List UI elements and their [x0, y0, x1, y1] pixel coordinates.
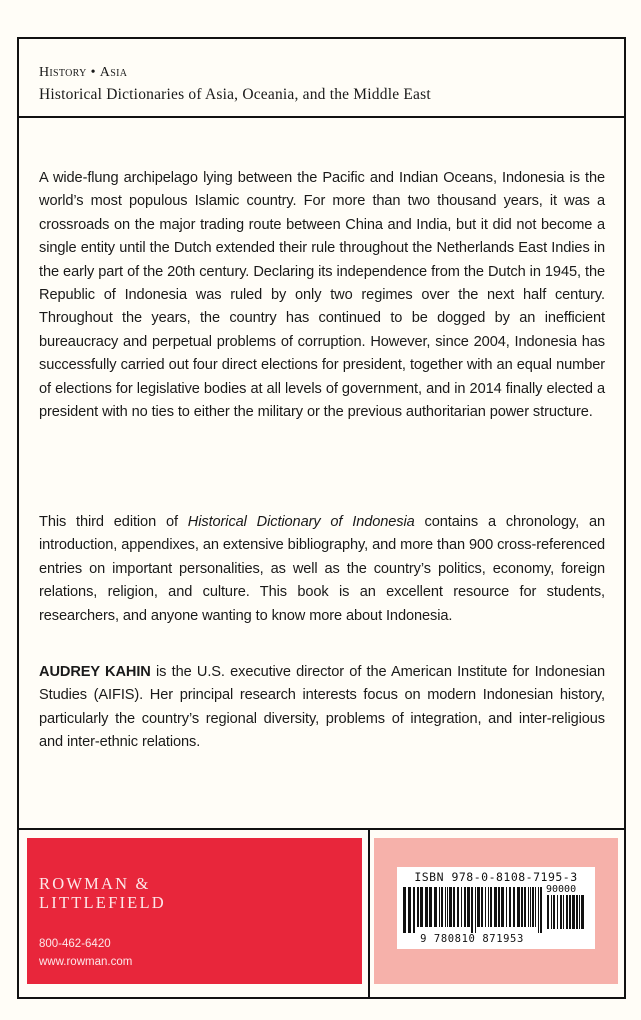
- subject-categories: [39, 65, 127, 81]
- author-bio: [39, 661, 605, 755]
- barcode-bar: [425, 887, 428, 927]
- barcode-bar: [461, 887, 462, 927]
- barcode-digits: 9 780810 871953: [420, 933, 524, 945]
- publisher-logo: [39, 874, 166, 912]
- book-title: Historical Dictionary of Indonesia: [187, 514, 415, 530]
- series-header: [19, 39, 624, 118]
- barcode-bar: [530, 887, 531, 927]
- barcode-bar: [494, 887, 497, 927]
- barcode-bar: [569, 895, 571, 929]
- barcode-bar: [532, 887, 534, 927]
- barcode-bar: [457, 887, 459, 927]
- barcode-bar: [464, 887, 466, 927]
- barcode-bar: [445, 887, 446, 927]
- category-asia: Asia: [99, 65, 128, 80]
- publisher-phone: 800-462-6420: [39, 938, 111, 950]
- description-paragraph-1: A wide-flung archipelago lying between the Pacific and Indian Oceans, Indonesia is the world’s most populous Islamic country. For more than two thousand years, it was a crossroads on the major trading route between China and India, but it did not become a single entity until the Dutch extended their rule throughout the Netherlands East Indies in the early part of the 20th century. Declaring its independence from the Dutch in 1945, the Republic of Indonesia was ruled by only two regimes over the next half century. Throughout the years, the country has continued to be dogged by an inefficient bureaucracy and perpetual problems of corruption. However, since 2004, Indonesia has successfully carried out four direct elections for president, together with an equal number of elections for legislative bodies at all levels of government, and in 2014 finally elected a president with no ties to either the military or the previous authoritarian power structure.: [39, 170, 605, 421]
- barcode-bar: [429, 887, 432, 927]
- barcode-bar: [449, 887, 452, 927]
- barcode-bar: [547, 895, 549, 929]
- barcode-bar: [524, 887, 526, 927]
- barcode-bar: [471, 887, 473, 933]
- author-name: AUDREY KAHIN: [39, 664, 151, 680]
- price-addon-code: 90000: [546, 884, 577, 895]
- barcode-bar: [403, 887, 406, 933]
- barcode-bar: [488, 887, 489, 927]
- addon-barcode-bars: [545, 895, 589, 935]
- barcode-bar: [581, 895, 584, 929]
- publisher-name-line-1: ROWMAN &: [39, 874, 151, 893]
- barcode-bar: [506, 887, 507, 927]
- publisher-name-line-2: LITTLEFIELD: [39, 893, 166, 912]
- isbn-barcode: [397, 867, 595, 949]
- bullet-separator: •: [90, 65, 96, 80]
- barcode-bar: [434, 887, 437, 927]
- barcode-bar: [498, 887, 500, 927]
- barcode-bar: [538, 887, 539, 933]
- barcode-bar: [560, 895, 562, 929]
- barcode-bar: [417, 887, 419, 927]
- publisher-website: www.rowman.com: [39, 956, 133, 968]
- author-bio-text: is the U.S. executive director of the American Institute for Indonesian Studies (AIFIS). Her principal research interests focus on modern Indonesian history, particularly the country’s regional diversity, problems of integration, and inter-religious and inter-ethnic relations.: [39, 664, 605, 751]
- paragraph-2-lead: This third edition of: [39, 514, 188, 530]
- paragraph-2-rest: contains a chronology, an introduction, appendixes, an extensive bibliography, and more than 900 cross-referenced entries on important personalities, as well as the country’s politics, economy, foreign relations, religion, and culture. This book is an excellent resource for students, researchers, and anyone wanting to know more about Indonesia.: [39, 514, 605, 624]
- barcode-bar: [553, 895, 555, 929]
- barcode-panel: [374, 838, 618, 984]
- barcode-bar: [521, 887, 523, 927]
- barcode-bar: [441, 887, 443, 927]
- barcode-bar: [566, 895, 568, 929]
- isbn-label: ISBN 978-0-8108-7195-3: [414, 870, 578, 884]
- barcode-bar: [453, 887, 455, 927]
- footer-divider: [368, 830, 370, 997]
- barcode-bar: [439, 887, 440, 927]
- ean-barcode-bars: [401, 887, 545, 933]
- description-paragraph-2: [39, 511, 605, 628]
- barcode-bar: [517, 887, 520, 927]
- barcode-bar: [563, 895, 564, 929]
- barcode-bar: [485, 887, 486, 927]
- barcode-bar: [490, 887, 492, 927]
- barcode-bar: [540, 887, 542, 933]
- barcode-bar: [579, 895, 580, 929]
- barcode-bar: [467, 887, 470, 927]
- barcode-bar: [408, 887, 411, 933]
- barcode-bar: [475, 887, 476, 933]
- series-title: Historical Dictionaries of Asia, Oceania, and the Middle East: [39, 86, 431, 103]
- barcode-bar: [551, 895, 552, 929]
- barcode-bar: [576, 895, 578, 929]
- barcode-bar: [509, 887, 511, 927]
- barcode-bar: [501, 887, 504, 927]
- cover-frame: [17, 37, 626, 999]
- barcode-bar: [420, 887, 423, 927]
- barcode-bar: [477, 887, 480, 927]
- category-history: History: [39, 65, 87, 80]
- barcode-bar: [557, 895, 558, 929]
- barcode-bar: [447, 887, 448, 927]
- barcode-bar: [528, 887, 529, 927]
- cover-footer: [19, 828, 624, 997]
- barcode-bar: [535, 887, 536, 927]
- barcode-bar: [413, 887, 415, 933]
- barcode-bar: [572, 895, 575, 929]
- barcode-bar: [481, 887, 483, 927]
- barcode-bar: [513, 887, 515, 927]
- publisher-panel: [27, 838, 362, 984]
